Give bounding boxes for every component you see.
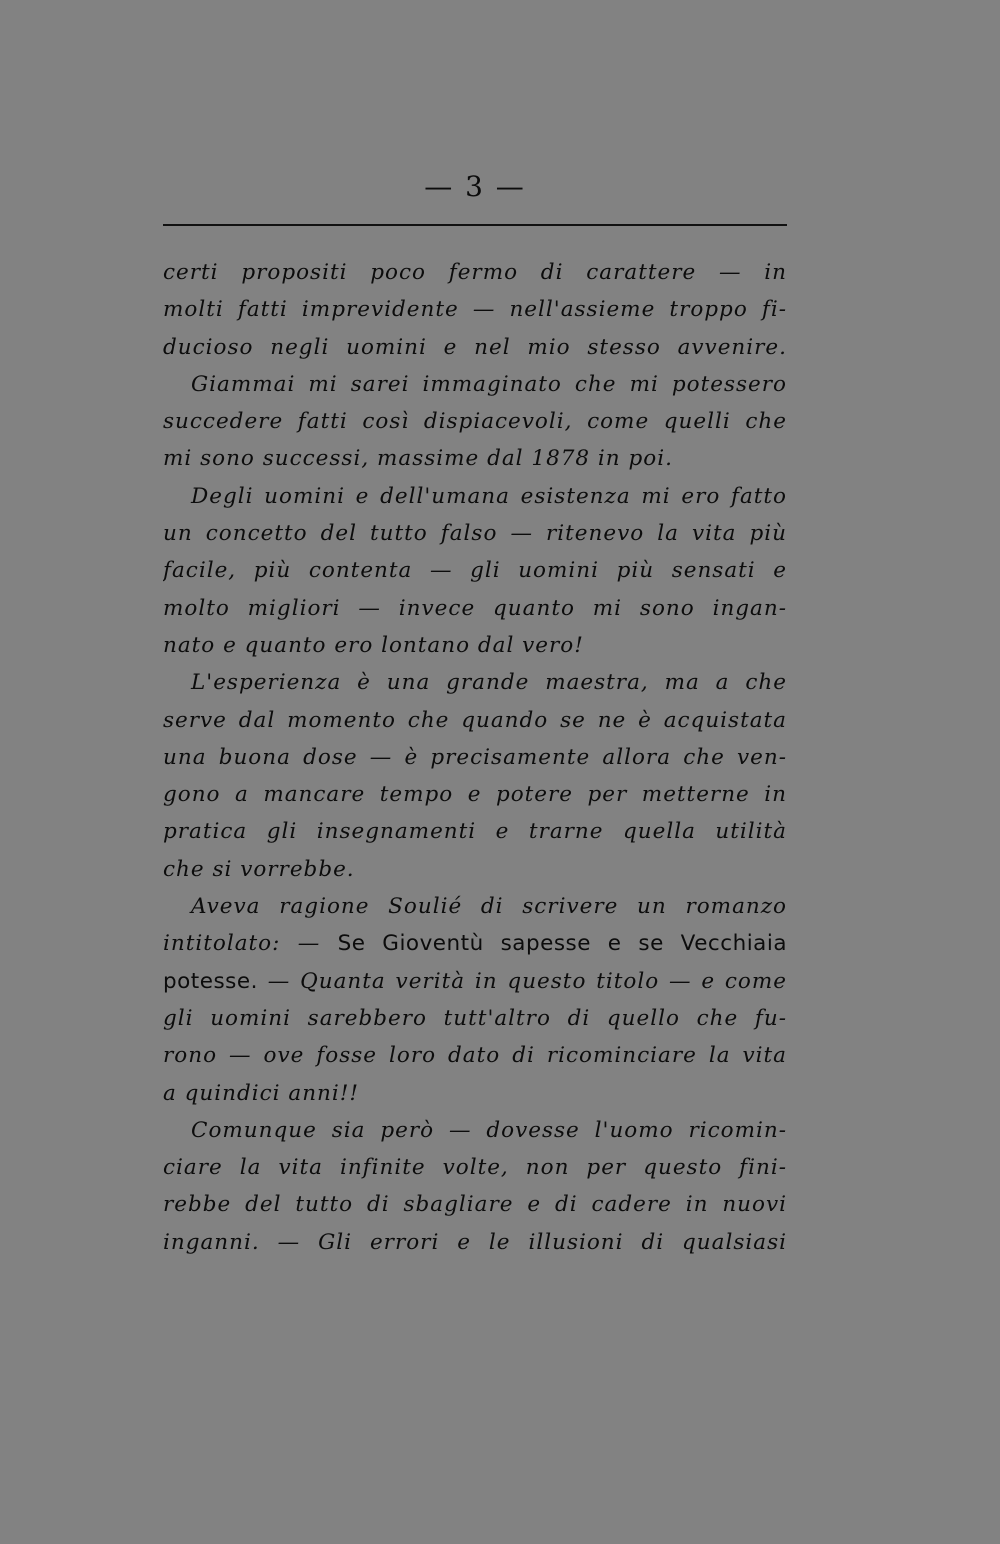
book-title-roman: Se Gioventù sapesse e se Vecchiaia xyxy=(337,931,787,957)
text-line: Degli uomini e dell'umana esistenza mi ero fatto xyxy=(191,483,787,509)
text-segment-italic: intitolato: — xyxy=(163,931,338,957)
text-line: Comunque sia però — dovesse l'uomo ricomin- xyxy=(191,1117,787,1143)
text-line: ciare la vita infinite volte, non per questo fini- xyxy=(163,1155,787,1181)
text-line: inganni. — Gli errori e le illusioni di qualsiasi xyxy=(163,1229,787,1255)
text-line: molti fatti imprevidente — nell'assieme troppo fi- xyxy=(163,297,787,323)
text-line: che si vorrebbe. xyxy=(163,856,355,882)
text-line: Giammai mi sarei immaginato che mi potessero xyxy=(191,371,787,397)
text-line: mi sono successi, massime dal 1878 in poi. xyxy=(163,446,673,472)
text-line: L'esperienza è una grande maestra, ma a che xyxy=(191,670,787,696)
text-line: pratica gli insegnamenti e trarne quella utilità xyxy=(163,819,787,845)
book-title-roman: potesse. xyxy=(163,968,258,994)
text-line: nato e quanto ero lontano dal vero! xyxy=(163,632,584,658)
text-line: molto migliori — invece quanto mi sono ingan- xyxy=(163,595,787,621)
text-line: succedere fatti così dispiacevoli, come quelli che xyxy=(163,409,787,435)
text-line: un concetto del tutto falso — ritenevo la vita più xyxy=(163,521,787,547)
text-line: una buona dose — è precisamente allora che ven- xyxy=(163,744,787,770)
body-text xyxy=(163,254,787,1261)
text-line: gono a mancare tempo e potere per metterne in xyxy=(163,782,787,808)
text-line: serve dal momento che quando se ne è acquistata xyxy=(163,707,787,733)
page-number: — 3 — xyxy=(424,170,526,203)
text-line: rebbe del tutto di sbagliare e di cadere in nuovi xyxy=(163,1192,787,1218)
text-line: certi propositi poco fermo di carattere — in xyxy=(163,260,787,285)
header-rule xyxy=(163,224,787,226)
text-line: ducioso negli uomini e nel mio stesso avvenire. xyxy=(163,334,787,360)
text-line: facile, più contenta — gli uomini più sensati e xyxy=(163,558,787,584)
text-line xyxy=(163,925,787,962)
text-line: a quindici anni!! xyxy=(163,1080,360,1106)
text-line: rono — ove fosse loro dato di ricominciare la vita xyxy=(163,1043,787,1069)
text-line: gli uomini sarebbero tutt'altro di quello che fu- xyxy=(163,1005,787,1031)
text-line xyxy=(163,963,787,1000)
text-segment-italic: — Quanta verità in questo titolo — e come xyxy=(257,968,787,994)
text-line: Aveva ragione Soulié di scrivere un romanzo xyxy=(191,894,787,920)
